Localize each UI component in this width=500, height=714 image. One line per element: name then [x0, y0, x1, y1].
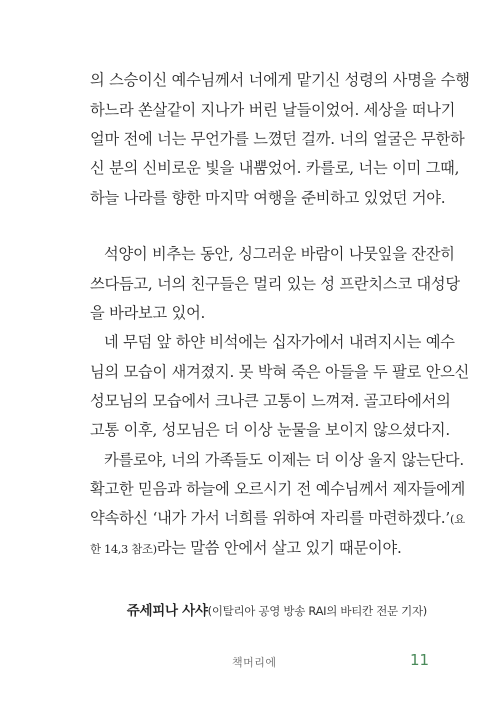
text-line: 확고한 믿음과 하늘에 오르시기 전 예수님께서 제자들에게: [90, 480, 466, 498]
text-line: 님의 모습이 새겨졌지. 못 박혀 죽은 아들을 두 팔로 안으신: [90, 363, 470, 381]
text-line: 신 분의 신비로운 빛을 내뿜었어. 카를로, 너는 이미 그때,: [90, 159, 460, 177]
text-line: 네 무덤 앞 하얀 비석에는 십자가에서 내려지시는 예수: [104, 333, 455, 351]
text-line: [90, 538, 426, 559]
quote-text: 약속하신 ‘내가 가서 너희를 위하여 자리를 마련하겠다.’: [90, 509, 451, 527]
scripture-reference-close: 한 14,3 참조): [90, 542, 157, 556]
running-footer-title: 책머리에: [232, 656, 277, 669]
text-line: 하느라 쏜살같이 지나가 버린 날들이었어. 세상을 떠나기: [90, 101, 456, 119]
text-line: 의 스승이신 예수님께서 너에게 맡기신 성령의 사명을 수행: [90, 71, 470, 89]
author-byline: [127, 599, 427, 619]
scripture-reference-open: (요: [450, 512, 465, 526]
text-line: 을 바라보고 있어.: [90, 304, 206, 322]
text-line: [90, 508, 465, 529]
text-line: 쓰다듬고, 너의 친구들은 멀리 있는 성 프란치스코 대성당: [90, 275, 460, 293]
text-line: 하늘 나라를 향한 마지막 여행을 준비하고 있었던 거야.: [90, 189, 446, 207]
text-line: 석양이 비추는 동안, 싱그러운 바람이 나뭇잎을 잔잔히: [104, 245, 455, 263]
text-line: 카를로야, 너의 가족들도 이제는 더 이상 울지 않는단다.: [104, 451, 465, 469]
text-line: 고통 이후, 성모님은 더 이상 눈물을 보이지 않으셨다지.: [90, 421, 451, 439]
author-description: (이탈리아 공영 방송 RAI의 바티칸 전문 기자): [207, 604, 427, 618]
closing-text: 라는 말씀 안에서 살고 있기 때문이야.: [156, 539, 402, 557]
text-line: 성모님의 모습에서 크나큰 고통이 느껴져. 골고타에서의: [90, 392, 451, 410]
page-number: 11: [410, 651, 430, 669]
author-name: 쥬세피나 사샤: [126, 603, 208, 619]
text-line: 얼마 전에 너는 무언가를 느꼈던 걸까. 너의 얼굴은 무한하: [90, 130, 465, 148]
